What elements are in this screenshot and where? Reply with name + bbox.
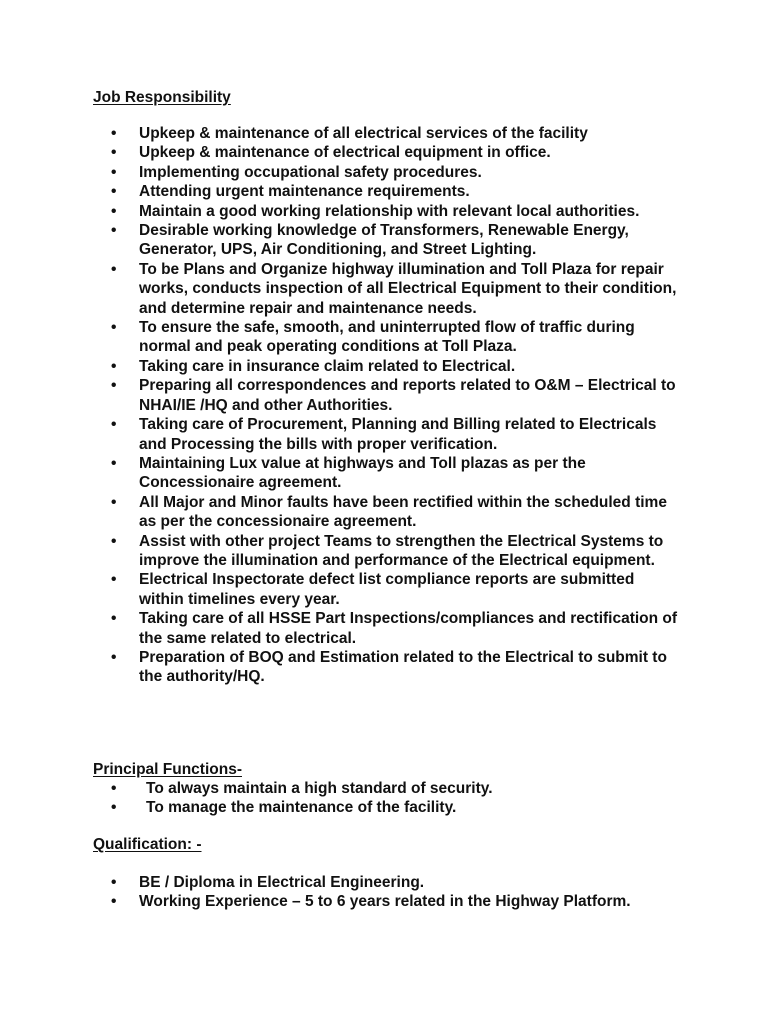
list-item-text: Upkeep & maintenance of electrical equipment in office. [139,144,551,162]
list-item [0,892,679,911]
list-item-text: Maintaining Lux value at highways and Toll plazas as per the Concessionaire agreement. [139,454,586,492]
bullet: • [111,144,117,162]
list-item [0,143,679,162]
list-item-text: BE / Diploma in Electrical Engineering. [139,874,425,891]
list-item-text: Assist with other project Teams to strengthen the Electrical Systems to improve the illumination and performance of the Electrical equipment. [139,532,664,569]
list-item [0,609,679,648]
list-item-text: Electrical Inspectorate defect list compliance reports are submitted within timelines every year. [139,571,635,608]
list-item [0,415,679,454]
list-item-text: To always maintain a high standard of security. [146,780,493,797]
bullet: • [111,357,117,375]
list-item [0,493,679,532]
list-item-text: Preparing all correspondences and reports related to O&M – Electrical to NHAI/IE /HQ and other Authorities. [139,377,676,414]
bullet: • [111,454,117,472]
bullet: • [111,183,117,201]
list-item [0,260,679,318]
list-item-text: Taking care in insurance claim related to Electrical. [139,357,516,375]
list-item-text: Implementing occupational safety procedures. [139,163,482,181]
bullet: • [111,163,117,181]
list-item-text: Taking care of Procurement, Planning and Billing related to Electricals and Processing the bills with proper verification. [139,416,657,453]
bullet: • [111,260,117,278]
list-item [0,454,679,493]
bullet: • [111,202,117,220]
list-item-text: To be Plans and Organize highway illumination and Toll Plaza for repair works, conducts inspection of all Electrical Equipment to their condition, and determine repair and maintenance needs. [139,260,677,317]
job-responsibility-list [0,124,679,687]
list-item [0,202,679,221]
list-item [0,873,679,892]
bullet: • [111,377,117,395]
list-item-text: Working Experience – 5 to 6 years related in the Highway Platform. [139,893,631,911]
list-item [0,376,679,415]
list-item [0,532,679,571]
bullet: • [111,893,117,911]
list-item [0,779,686,798]
qualification-list [0,873,679,912]
list-item-text: Upkeep & maintenance of all electrical services of the facility [139,125,588,142]
list-item [0,221,679,260]
list-item [0,648,679,687]
list-item [0,798,686,817]
bullet: • [111,571,117,589]
list-item-text: To ensure the safe, smooth, and uninterrupted flow of traffic during normal and peak operating conditions at Toll Plaza. [139,319,635,356]
list-item-text: Attending urgent maintenance requirements. [139,183,470,201]
list-item-text: All Major and Minor faults have been rectified within the scheduled time as per the concessionaire agreement. [139,493,667,531]
list-item [0,182,679,201]
list-item-text: Desirable working knowledge of Transformers, Renewable Energy, Generator, UPS, Air Conditioning, and Street Lighting. [139,222,629,259]
list-item-text: Taking care of all HSSE Part Inspections/compliances and rectification of the same related to electrical. [139,610,678,647]
list-item [0,357,679,376]
list-item [0,124,679,143]
bullet: • [111,493,117,511]
job-responsibility-heading: Job Responsibility [93,89,231,106]
bullet: • [111,125,117,142]
list-item-text: To manage the maintenance of the facility. [146,799,457,817]
qualification-heading: Qualification: - [93,836,202,853]
bullet: • [111,648,117,666]
list-item-text: Maintain a good working relationship with relevant local authorities. [139,202,640,220]
bullet: • [111,874,117,891]
list-item [0,163,679,182]
bullet: • [111,610,117,628]
list-item [0,570,679,609]
bullet: • [111,222,117,240]
bullet: • [111,416,117,434]
bullet: • [111,319,117,337]
list-item-text: Preparation of BOQ and Estimation related to the Electrical to submit to the authority/HQ. [139,648,667,686]
principal-functions-list [0,779,686,818]
bullet: • [111,780,117,797]
list-item [0,318,679,357]
principal-functions-heading: Principal Functions- [93,761,242,778]
bullet: • [111,799,117,817]
bullet: • [111,532,117,550]
